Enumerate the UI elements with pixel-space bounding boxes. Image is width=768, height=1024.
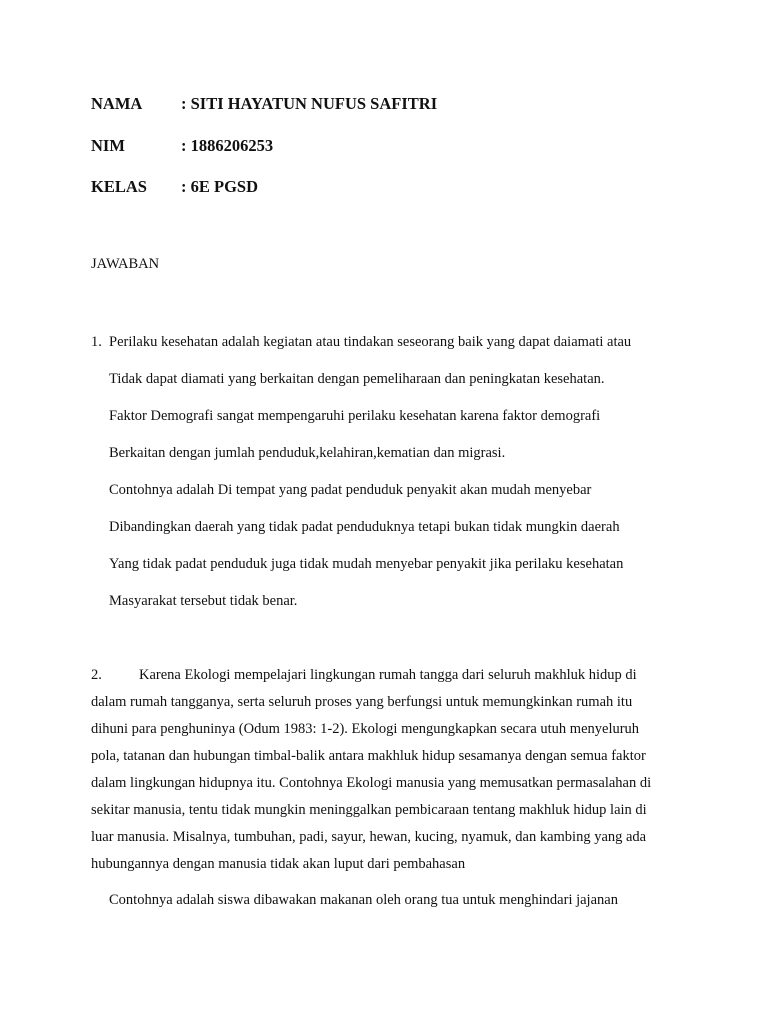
- answer-heading: JAWABAN: [91, 256, 160, 272]
- answer-1-number: 1.: [91, 334, 102, 350]
- answer-1-line: Masyarakat tersebut tidak benar.: [109, 593, 298, 609]
- answer-1-line: Perilaku kesehatan adalah kegiatan atau tindakan seseorang baik yang dapat daiamati atau: [109, 334, 632, 350]
- answer-1-line: Contohnya adalah Di tempat yang padat penduduk penyakit akan mudah menyebar: [109, 482, 592, 498]
- answer-1-line: Yang tidak padat penduduk juga tidak mudah menyebar penyakit jika perilaku kesehatan: [109, 556, 624, 572]
- nim-value: : 1886206253: [181, 136, 274, 155]
- answer-1-line: Dibandingkan daerah yang tidak padat penduduknya tetapi bukan tidak mungkin daerah: [109, 519, 620, 535]
- answer-2-line: luar manusia. Misalnya, tumbuhan, padi, sayur, hewan, kucing, nyamuk, dan kambing yang ada: [91, 829, 647, 845]
- answer-2-line: Karena Ekologi mempelajari lingkungan rumah tangga dari seluruh makhluk hidup di: [139, 667, 637, 683]
- answer-2-line: dalam lingkungan hidupnya itu. Contohnya Ekologi manusia yang memusatkan permasalahan di: [91, 775, 652, 791]
- answer-2-line: dihuni para penghuninya (Odum 1983: 1-2). Ekologi mengungkapkan secara utuh menyeluruh: [91, 721, 640, 737]
- class-label: KELAS: [91, 177, 147, 196]
- class-value: : 6E PGSD: [181, 177, 259, 196]
- name-label: NAMA: [91, 94, 143, 113]
- answer-2-line: dalam rumah tangganya, serta seluruh proses yang berfungsi untuk memungkinkan rumah itu: [91, 694, 633, 710]
- nim-label: NIM: [91, 136, 125, 155]
- answer-2-example: Contohnya adalah siswa dibawakan makanan oleh orang tua untuk menghindari jajanan: [109, 892, 618, 908]
- answer-1-line: Tidak dapat diamati yang berkaitan dengan pemeliharaan dan peningkatan kesehatan.: [109, 371, 605, 387]
- answer-1-line: Berkaitan dengan jumlah penduduk,kelahiran,kematian dan migrasi.: [109, 445, 506, 461]
- name-value: : SITI HAYATUN NUFUS SAFITRI: [181, 94, 438, 113]
- answer-2-line: sekitar manusia, tentu tidak mungkin meninggalkan pembicaraan tentang makhluk hidup lain di: [91, 802, 647, 818]
- answer-2-line: pola, tatanan dan hubungan timbal-balik antara makhluk hidup sesamanya dengan semua faktor: [91, 748, 646, 764]
- answer-2-number: 2.: [91, 667, 102, 683]
- answer-2-line: hubungannya dengan manusia tidak akan luput dari pembahasan: [91, 856, 466, 872]
- answer-1-line: Faktor Demografi sangat mempengaruhi perilaku kesehatan karena faktor demografi: [109, 408, 601, 424]
